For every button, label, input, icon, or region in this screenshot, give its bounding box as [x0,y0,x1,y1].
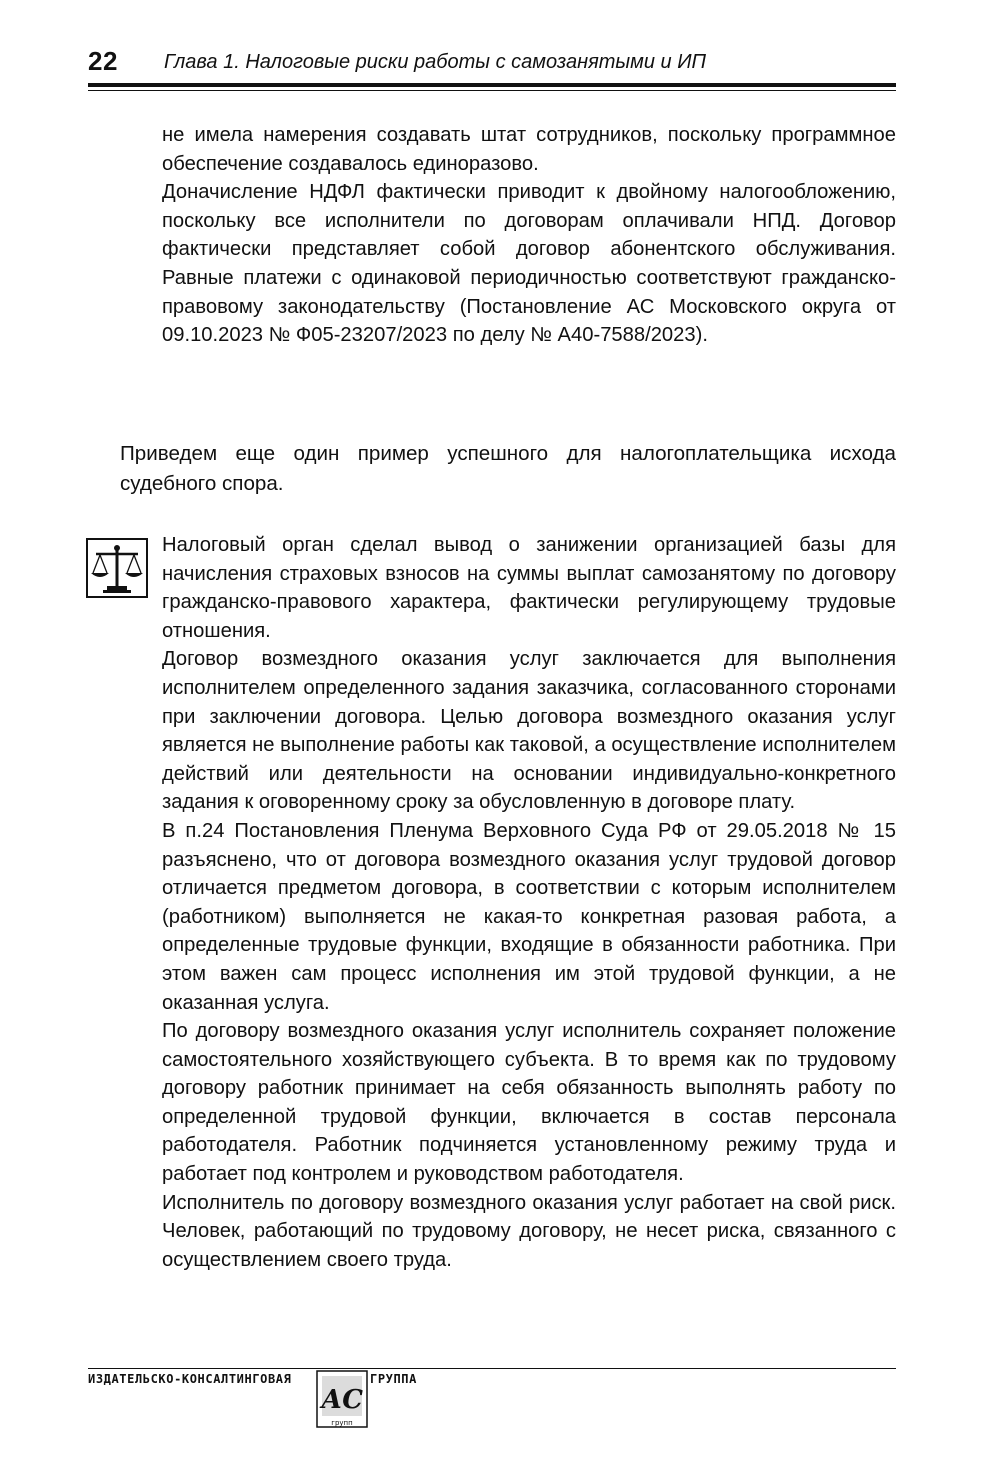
paragraph: В п.24 Постановления Пленума Верховного Суда РФ от 29.05.2018 № 15 разъяснено, что от договора возмездного оказания услуг трудовой договор отличается предметом договора, в соответствии с которым исполнителем (работником) выполняется не какая-то конкретная разовая работа, а определенные трудовые функции, входящие в обязанности работника. При этом важен сам процесс исполнения им этой трудовой функции, а не оказанная услуга. [162,819,896,1014]
intro-paragraph [120,439,896,499]
case-summary-block-1 [162,121,896,350]
paragraph: Доначисление НДФЛ фактически приводит к двойному налогообложению, поскольку все исполнители по договорам оплачивали НПД. Договор фактически представляет собой договор абонентского обслуживания. Равные платежи с одинаковой периодичностью соответствуют гражданско-правовому законодательству (Постановление АС Московского округа от 09.10.2023 № Ф05-23207/2023 по делу № А40-7588/2023). [162,181,896,347]
logo-subtext: групп [331,1419,353,1427]
publisher-group: ГРУППА [370,1372,417,1386]
page-header [88,46,896,86]
publisher-logo [316,1370,368,1430]
header-rule-thin [88,90,896,91]
paragraph: Договор возмездного оказания услуг заключается для выполнения исполнителем определенного задания заказчика, согласованного сторонами при заключении договора. Целью договора возмездного оказания услуг является не выполнение работы как таковой, а осуществление исполнителем действий или деятельности на основании индивидуально-конкретного задания к оговоренному сроку за обусловленную в договоре плату. [162,648,896,814]
case-summary-block-2 [162,531,896,1274]
page-number: 22 [88,46,118,76]
scales-of-justice-icon [86,538,148,598]
publisher-name: ИЗДАТЕЛЬСКО-КОНСАЛТИНГОВАЯ [88,1372,292,1386]
logo-text: АС [321,1385,363,1415]
chapter-title: Глава 1. Налоговые риски работы с самозанятыми и ИП [164,51,707,73]
paragraph: Исполнитель по договору возмездного оказания услуг работает на свой риск. Человек, работающий по трудовому договору, не несет риска, связанного с осуществлением своего труда. [162,1191,896,1271]
paragraph: Налоговый орган сделал вывод о занижении организацией базы для начисления страховых взносов на суммы выплат самозанятому по договору гражданско-правового характера, фактически регулирующему трудовые отношения. [162,534,896,642]
paragraph: По договору возмездного оказания услуг исполнитель сохраняет положение самостоятельного хозяйствующего субъекта. В то время как по трудовому договору работник принимает на себя обязанность выполнять работу по определенной трудовой функции, включается в состав персонала работодателя. Работник подчиняется установленному режиму труда и работает под контролем и руководством работодателя. [162,1020,896,1186]
header-rule [88,83,896,87]
footer-rule [88,1368,896,1369]
paragraph: не имела намерения создавать штат сотрудников, поскольку программное обеспечение создавалось единоразово. [162,124,896,175]
paragraph: Приведем еще один пример успешного для налогоплательщика исхода судебного спора. [120,442,896,495]
